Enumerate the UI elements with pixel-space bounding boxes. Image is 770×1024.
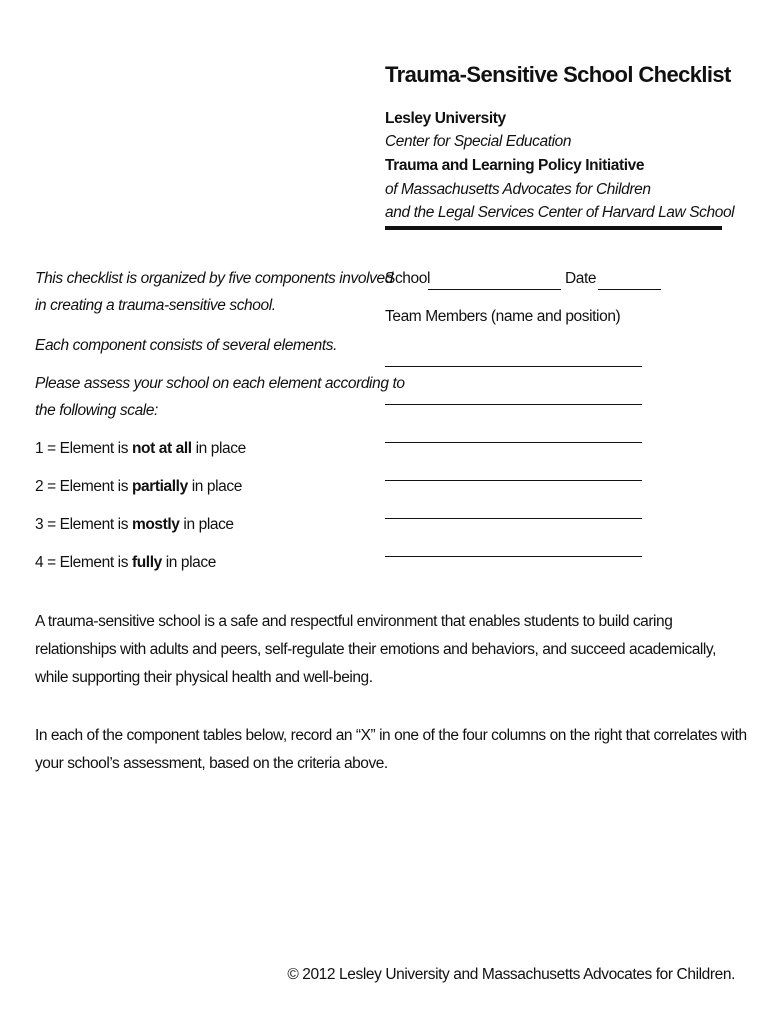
scale-item-1: 1 = Element is not at all in place xyxy=(35,440,246,457)
header-divider xyxy=(385,226,722,230)
intro-line-4: Please assess your school on each element according to xyxy=(35,375,405,392)
scale-item-3: 3 = Element is mostly in place xyxy=(35,516,234,533)
school-field[interactable] xyxy=(428,289,561,290)
legal-center-name: and the Legal Services Center of Harvard Law School xyxy=(385,204,735,221)
scale-item-2: 2 = Element is partially in place xyxy=(35,478,242,495)
intro-line-3: Each component consists of several elements. xyxy=(35,337,338,354)
team-member-line[interactable] xyxy=(385,404,642,405)
instructions-paragraph: In each of the component tables below, record an “X” in one of the four columns on the right that correlates with your school’s assessment, based on the criteria above. xyxy=(35,727,747,772)
team-member-line[interactable] xyxy=(385,518,642,519)
advocates-name: of Massachusetts Advocates for Children xyxy=(385,181,651,198)
team-member-line[interactable] xyxy=(385,366,642,367)
intro-line-1: This checklist is organized by five components involved xyxy=(35,270,393,287)
scale-item-4: 4 = Element is fully in place xyxy=(35,554,216,571)
team-member-line[interactable] xyxy=(385,442,642,443)
scale-emphasis-1: not at all xyxy=(131,440,192,457)
team-members-label: Team Members (name and position) xyxy=(385,308,621,325)
definition-paragraph: A trauma-sensitive school is a safe and respectful environment that enables students to build caring relationships with adults and peers, self-regulate their emotions and behaviors, and succeed academically, while supporting their physical health and well-being. xyxy=(35,613,716,686)
team-member-line[interactable] xyxy=(385,556,642,557)
copyright-footer: © 2012 Lesley University and Massachusetts Advocates for Children. xyxy=(287,966,735,983)
school-label: School xyxy=(385,270,430,287)
center-name: Center for Special Education xyxy=(385,133,572,150)
intro-line-5: the following scale: xyxy=(35,402,158,419)
document-title: Trauma-Sensitive School Checklist xyxy=(385,62,731,87)
scale-emphasis-3: mostly xyxy=(131,516,180,533)
date-label: Date xyxy=(565,270,597,287)
team-member-line[interactable] xyxy=(385,480,642,481)
date-field[interactable] xyxy=(598,289,661,290)
intro-line-2: in creating a trauma-sensitive school. xyxy=(35,297,276,314)
scale-emphasis-4: fully xyxy=(131,554,162,571)
initiative-name: Trauma and Learning Policy Initiative xyxy=(385,157,645,174)
scale-emphasis-2: partially xyxy=(131,478,188,495)
university-name: Lesley University xyxy=(385,110,506,127)
